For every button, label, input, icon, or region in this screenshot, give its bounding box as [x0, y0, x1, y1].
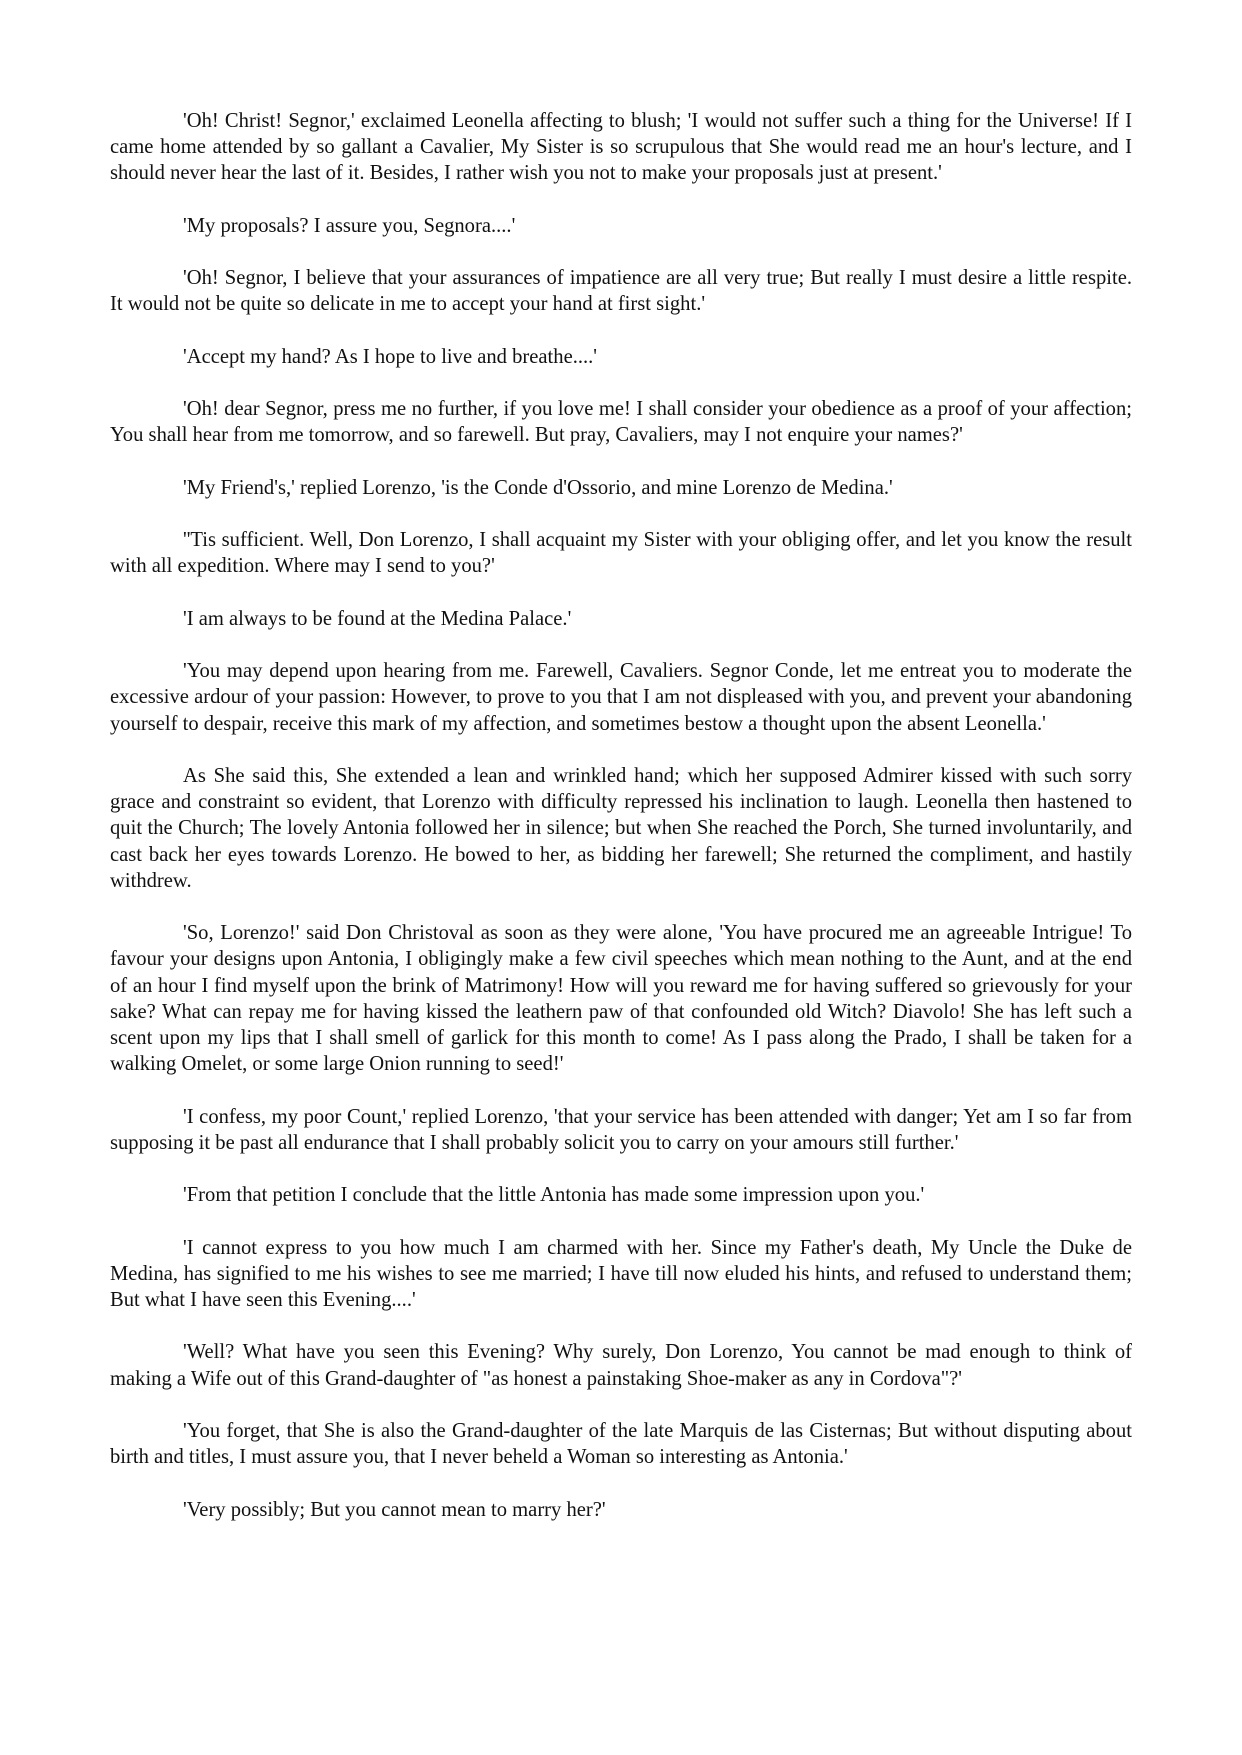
paragraph: 'Oh! Christ! Segnor,' exclaimed Leonella affecting to blush; 'I would not suffer such a thing for the Universe! If I came home attended by so gallant a Cavalier, My Sister is so scrupulous that She would read me an hour's lecture, and I should never hear the last of it. Besides, I rather wish you not to make your proposals just at present.'	[110, 110, 1132, 185]
paragraph: 'My Friend's,' replied Lorenzo, 'is the Conde d'Ossorio, and mine Lorenzo de Medina.'	[183, 476, 893, 499]
paragraph: 'I confess, my poor Count,' replied Lorenzo, 'that your service has been attended with danger; Yet am I so far from supposing it be past all endurance that I shall probably solicit you to carry on your amours still further.'	[110, 1105, 1132, 1154]
paragraph: 'Accept my hand? As I hope to live and breathe....'	[183, 345, 598, 368]
paragraph: 'I am always to be found at the Medina Palace.'	[183, 607, 572, 630]
paragraph: 'You may depend upon hearing from me. Farewell, Cavaliers. Segnor Conde, let me entreat you to moderate the excessive ardour of your passion: However, to prove to you that I am not displeased with you, and prevent your abandoning yourself to despair, receive this mark of my affection, and sometimes bestow a thought upon the absent Leonella.'	[110, 660, 1132, 735]
paragraph: 'You forget, that She is also the Grand-daughter of the late Marquis de las Cisternas; But without disputing about birth and titles, I must assure you, that I never beheld a Woman so interesting as Antonia.'	[110, 1419, 1132, 1469]
document-page	[110, 108, 1132, 1523]
paragraph: 'So, Lorenzo!' said Don Christoval as soon as they were alone, 'You have procured me an agreeable Intrigue! To favour your designs upon Antonia, I obligingly make a few civil speeches which mean nothing to the Aunt, and at the end of an hour I find myself upon the brink of Matrimony! How will you reward me for having suffered so grievously for your sake? What can repay me for having kissed the leathern paw of that confounded old Witch? Diavolo! She has left such a scent upon my lips that I shall smell of garlick for this month to come! As I pass along the Prado, I shall be taken for a walking Omelet, or some large Onion running to seed!'	[110, 922, 1132, 1076]
paragraph: As She said this, She extended a lean and wrinkled hand; which her supposed Admirer kissed with such sorry grace and constraint so evident, that Lorenzo with difficulty repressed his inclination to laugh. Leonella then hastened to quit the Church; The lovely Antonia followed her in silence; but when She reached the Porch, She turned involuntarily, and cast back her eyes towards Lorenzo. He bowed to her, as bidding her farewell; She returned the compliment, and hastily withdrew.	[110, 764, 1132, 892]
paragraph: ''Tis sufficient. Well, Don Lorenzo, I shall acquaint my Sister with your obliging offer, and let you know the result with all expedition. Where may I send to you?'	[110, 529, 1132, 578]
paragraph: 'From that petition I conclude that the little Antonia has made some impression upon you.'	[183, 1184, 925, 1207]
paragraph: 'Very possibly; But you cannot mean to marry her?'	[183, 1498, 606, 1521]
paragraph: 'I cannot express to you how much I am charmed with her. Since my Father's death, My Uncle the Duke de Medina, has signified to me his wishes to see me married; I have till now eluded his hints, and refused to understand them; But what I have seen this Evening....'	[110, 1236, 1132, 1311]
paragraph: 'My proposals? I assure you, Segnora....'	[183, 214, 516, 237]
paragraph: 'Well? What have you seen this Evening? Why surely, Don Lorenzo, You cannot be mad enough to think of making a Wife out of this Grand-daughter of "as honest a painstaking Shoe-maker as any in Cordova"?'	[110, 1341, 1132, 1390]
paragraph: 'Oh! Segnor, I believe that your assurances of impatience are all very true; But really I must desire a little respite. It would not be quite so delicate in me to accept your hand at first sight.'	[110, 267, 1132, 316]
paragraph: 'Oh! dear Segnor, press me no further, if you love me! I shall consider your obedience as a proof of your affection; You shall hear from me tomorrow, and so farewell. But pray, Cavaliers, may I not enquire your names?'	[110, 398, 1132, 447]
